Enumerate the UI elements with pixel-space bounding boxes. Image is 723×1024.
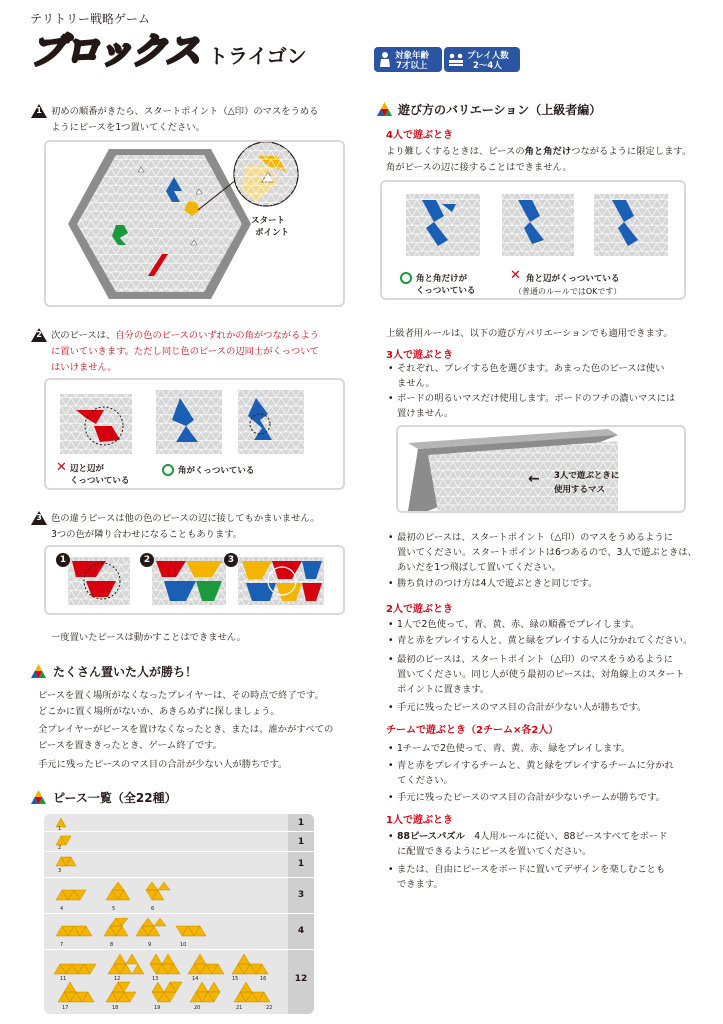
piece-label: 10 (180, 942, 187, 948)
rule3-number: 3 (36, 513, 42, 522)
example-badge-2: 2 (140, 553, 154, 567)
piece-label: 4 (60, 906, 64, 912)
piece-count: 1 (297, 818, 305, 828)
section-triangle-icon (31, 789, 46, 803)
start-point-label-2: ポイント (255, 228, 290, 238)
players-label: プレイ人数 (467, 51, 509, 61)
solo-b1-rest: 4人用ルールに従い、88ピースすべてをボード (464, 831, 668, 842)
pieces-row (44, 852, 314, 878)
logo (30, 30, 307, 74)
winner-p2-line2: ピースを置ききったとき、ゲーム終了です。 (38, 740, 222, 751)
age-badge (374, 47, 442, 72)
three-board-label-1: 3人で遊ぶときに (554, 471, 620, 481)
board-corner-illustration (398, 427, 684, 511)
winner-p2-line1: 全プレイヤーがピースを置けなくなったとき、または、誰かがすべての (38, 724, 334, 735)
header-subtitle: テリトリー戦略ゲーム (30, 12, 151, 26)
rule3-text-line2: 3つの色が隣り合わせになることもあります。 (51, 529, 243, 540)
variations-title: 遊び方のバリエーション（上級者編） (398, 103, 602, 117)
piece-label: 11 (60, 976, 67, 982)
rule3-note: 一度置いたピースは動かすことはできません。 (51, 632, 246, 643)
three-board-label-2: 使用するマス (554, 485, 606, 495)
start-point-label-1: スタート (251, 216, 286, 226)
logo-main: ブロックス (30, 31, 199, 72)
piece-label: 7 (60, 942, 64, 948)
pieces-table (44, 814, 314, 1014)
team-b3: • 手元に残ったピースのマス目の合計が少ないチームが勝ちです。 (397, 790, 665, 806)
pieces-row (44, 814, 314, 832)
winner-p3: 手元に残ったピースのマス目の合計が少ない人が勝ちです。 (38, 759, 288, 770)
two-players-heading: 2人で遊ぶとき (386, 604, 453, 615)
rule2-number-badge (31, 327, 47, 341)
solo-b1-line2: に配置できるようにピースを置いてください。 (397, 846, 592, 857)
team-b1: • 1チームで2色使って、青、黄、赤、緑をプレイします。 (397, 741, 630, 757)
three-b4: • 勝ち負けのつけ方は4人で遊ぶときと同じです。 (397, 576, 597, 592)
two-b3-line2: 置いてください。同じ人が使う最初のピースは、対角線上のスタート (397, 669, 685, 680)
logo-sub: トライゴン (208, 44, 307, 68)
four-players-line1 (386, 144, 691, 160)
piece-label: 6 (151, 906, 155, 912)
pieces-row (44, 914, 314, 950)
three-b3-line1: • 最初のピースは、スタートポイント（△印）のマスをうめるように (397, 530, 673, 546)
ng-mark-icon: ✕ (510, 268, 521, 283)
solo-b1-line1 (397, 829, 667, 845)
three-b1-line1: • それぞれ、プレイする色を選びます。あまった色のピースは使い (397, 361, 664, 377)
three-b2-line2: 置けません。 (397, 408, 454, 419)
piece-label: 19 (154, 1005, 161, 1011)
winner-p1-line2: どこかに置く場所がないか、あきらめずに探しましょう。 (38, 706, 280, 717)
ok-mark-icon (162, 464, 174, 476)
rule1-number: 1 (36, 106, 42, 115)
three-b2-line1: • ボードの明るいマスだけ使用します。ボードのフチの濃いマスには (397, 391, 675, 407)
rule1-number-badge (31, 103, 47, 117)
four-ok-label-2: くっついている (416, 286, 476, 296)
rule2-text-line1 (51, 328, 319, 344)
pieces-title: ピース一覧（全22種） (53, 791, 177, 805)
players-value: 2〜4人 (473, 61, 502, 71)
piece-label: 2 (58, 845, 62, 851)
piece-label: 22 (266, 1005, 273, 1011)
piece-count: 1 (297, 859, 305, 869)
piece-label: 13 (152, 976, 159, 982)
rule1-text-line2: ようにピースを1つ置いてください。 (51, 122, 205, 133)
piece-label: 17 (62, 1005, 69, 1011)
piece-label: 21 (236, 1005, 243, 1011)
piece-label: 15 (232, 976, 239, 982)
rule2-number: 2 (36, 330, 42, 339)
piece-label: 9 (148, 942, 152, 948)
rule2-text-line3: はいけません。 (51, 362, 117, 373)
rule3-example-panel (44, 545, 345, 615)
four-line1-c: つながるように限定します。 (571, 146, 692, 157)
pieces-row (44, 832, 314, 852)
rule3-text-line1: 色の違うピースは他の色のピースの辺に接してもかまいません。 (51, 513, 320, 524)
three-players-board-panel (396, 425, 686, 513)
piece-count: 1 (297, 837, 305, 847)
piece-label: 5 (112, 906, 116, 912)
four-players-example-panel (380, 180, 686, 300)
ng-mark-icon: ✕ (56, 460, 67, 475)
solo-heading: 1人で遊ぶとき (386, 815, 453, 826)
rule2-text-line2: に置いていきます。ただし同じ色のピースの辺同士がくっついて (51, 346, 319, 357)
rule2-text-a: 次のピースは、 (51, 330, 116, 341)
four-line1-a: より難しくするときは、ピースの (386, 146, 525, 157)
solo-b2-line1: • または、自由にピースをボードに置いてデザインを楽しむことも (397, 862, 665, 878)
solo-b2-line2: できます。 (397, 879, 443, 890)
two-b3-line1: • 最初のピースは、スタートポイント（△印）のマスをうめるように (397, 652, 673, 668)
rule3-illustrations (46, 547, 343, 613)
piece-label: 14 (192, 976, 199, 982)
rule2-text-b: 自分の色のピースのいずれかの角がつながるよう (115, 330, 319, 341)
four-ng-label: 角と辺がくっついている (526, 274, 620, 284)
piece-count: 12 (294, 974, 308, 984)
piece-label: 16 (260, 976, 267, 982)
solo-b1-bold: 88ピースパズル (397, 831, 465, 842)
arrow-left-icon: ← (528, 471, 540, 487)
section-triangle-icon (31, 663, 46, 677)
piece-count: 3 (297, 890, 305, 900)
players-icon (448, 52, 464, 66)
two-b1: • 1人で2色使って、青、黄、赤、緑の順番でプレイします。 (397, 617, 640, 633)
example-badge-3: 3 (224, 553, 238, 567)
piece-label: 20 (194, 1005, 201, 1011)
age-label: 対象年齢 (395, 51, 430, 61)
rule2-ng-label-2: くっついている (70, 476, 130, 486)
winner-p1-line1: ピースを置く場所がなくなったプレイヤーは、その時点で終了です。 (38, 690, 324, 701)
team-heading: チームで遊ぶとき（2チーム×各2人） (386, 725, 559, 736)
hex-board-illustration (46, 142, 343, 305)
piece-label: 1 (58, 826, 62, 832)
four-ok-label-1: 角と角だけが (416, 274, 468, 284)
rule2-example-panel (44, 378, 345, 490)
age-value: 7才以上 (396, 61, 428, 71)
piece-count: 4 (297, 926, 305, 936)
piece-label: 8 (110, 942, 114, 948)
piece-label: 18 (112, 1005, 119, 1011)
pieces-row (44, 950, 314, 1014)
rule2-ng-label-1: 辺と辺が (70, 464, 105, 474)
variations-intro: 上級者用ルールは、以下の遊び方バリエーションでも適用できます。 (386, 328, 673, 339)
four-ng-note: （普通のルールではOKです） (514, 287, 622, 296)
example-badge-1: 1 (56, 553, 70, 567)
four-players-line2: 角がピースの辺に接することはできません。 (386, 162, 572, 173)
three-b1-line2: ません。 (397, 378, 435, 389)
pieces-row (44, 878, 314, 914)
ok-mark-icon (400, 272, 412, 284)
rule1-board-panel (44, 140, 345, 307)
four-players-heading: 4人で遊ぶとき (386, 130, 453, 141)
three-b3-line3: あいだを1つ飛ばして置いてください。 (397, 562, 561, 573)
four-line1-b: 角と角だけ (524, 146, 572, 157)
players-badge (444, 47, 520, 72)
piece-label: 12 (114, 976, 121, 982)
three-players-heading: 3人で遊ぶとき (386, 350, 453, 361)
age-icon (378, 51, 392, 67)
two-b4: • 手元に残ったピースのマス目の合計が少ない人が勝ちです。 (397, 700, 646, 716)
winner-title: たくさん置いた人が勝ち！ (53, 665, 198, 679)
team-b2-line2: てください。 (397, 775, 453, 786)
two-b2: • 青と赤をプレイする人と、黄と緑をプレイする人に分かれてください。 (397, 633, 692, 649)
two-b3-line3: ポイントに置きます。 (397, 684, 490, 695)
section-triangle-icon (377, 101, 392, 115)
rule1-text-line1: 初めの順番がきたら、スタートポイント（△印）のマスをうめる (51, 106, 319, 117)
team-b2-line1: • 青と赤をプレイするチームと、黄と緑をプレイするチームに分かれ (397, 758, 674, 774)
rule2-ok-label: 角がくっついている (178, 466, 255, 476)
rule3-number-badge (31, 510, 47, 524)
piece-label: 3 (58, 868, 62, 874)
three-b3-line2: 置いてください。スタートポイントは6つあるので、3人で遊ぶときは、 (397, 547, 697, 558)
